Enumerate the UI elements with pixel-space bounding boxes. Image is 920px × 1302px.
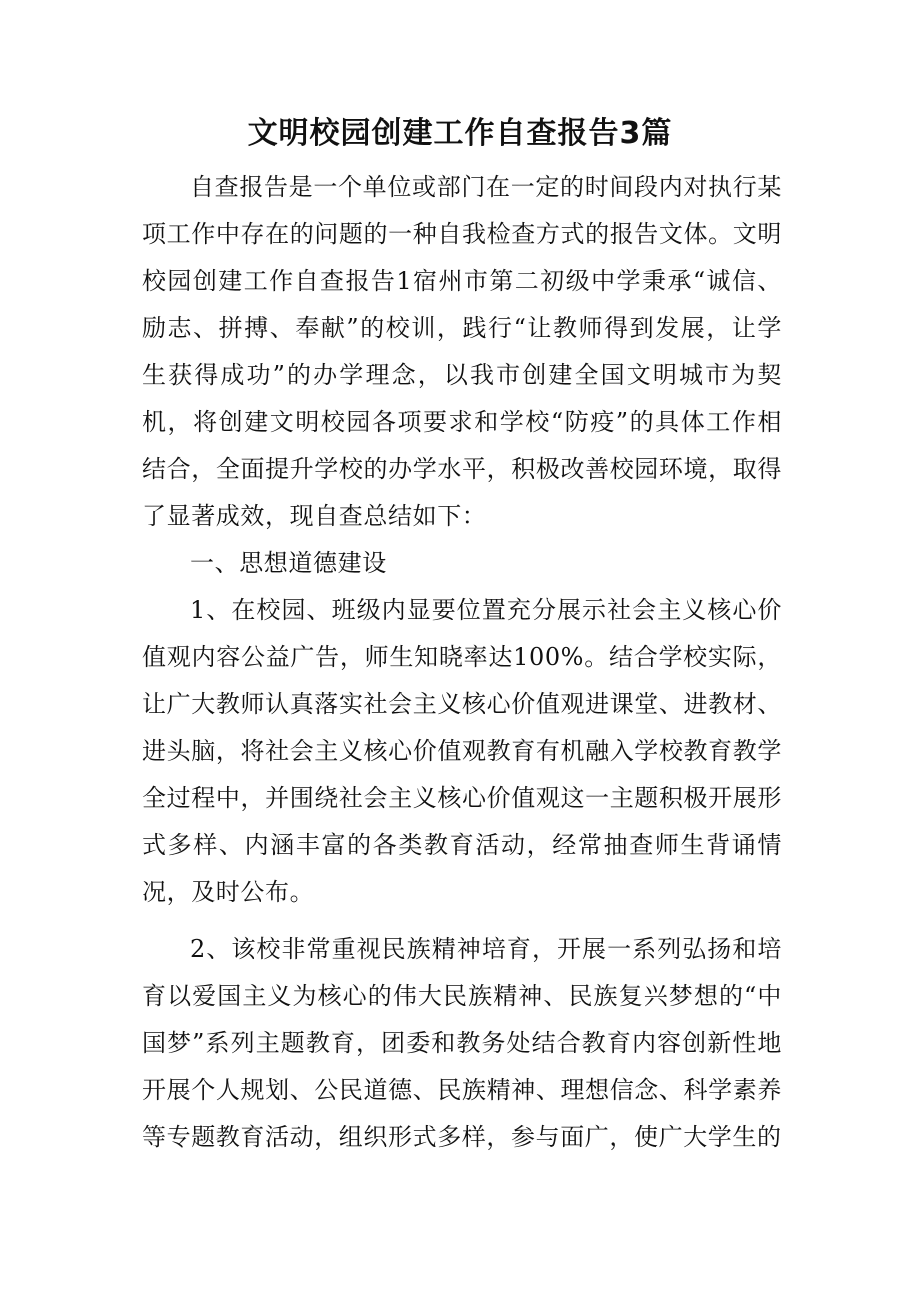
paragraph-1: 1、在校园、班级内显要位置充分展示社会主义核心价值观内容公益广告，师生知晓率达100%。结合学校实际，让广大教师认真落实社会主义核心价值观进课堂、进教材、进头脑，将社会主义核心价值观教育有机融入学校教育教学全过程中，并围绕社会主义核心价值观这一主题积极开展形式多样、内涵丰富的各类教育活动，经常抽查师生背诵情况，及时公布。 xyxy=(142,596,782,906)
paragraph-2: 2、该校非常重视民族精神培育，开展一系列弘扬和培育以爱国主义为核心的伟大民族精神、民族复兴梦想的“中国梦”系列主题教育，团委和教务处结合教育内容创新性地开展个人规划、公民道德、民族精神、理想信念、科学素养等专题教育活动，组织形式多样，参与面广，使广大学生的 xyxy=(142,935,782,1151)
section-heading: 一、思想道德建设 xyxy=(190,549,387,577)
document-title: 文明校园创建工作自查报告3篇 xyxy=(247,116,673,151)
document-body xyxy=(142,164,782,1161)
intro-paragraph: 自查报告是一个单位或部门在一定的时间段内对执行某项工作中存在的问题的一种自我检查方式的报告文体。文明校园创建工作自查报告1宿州市第二初级中学秉承“诚信、励志、拼搏、奉献”的校训，践行“让教师得到发展，让学生获得成功”的办学理念，以我市创建全国文明城市为契机，将创建文明校园各项要求和学校“防疫”的具体工作相结合，全面提升学校的办学水平，积极改善校园环境，取得了显著成效，现自查总结如下： xyxy=(142,173,782,530)
